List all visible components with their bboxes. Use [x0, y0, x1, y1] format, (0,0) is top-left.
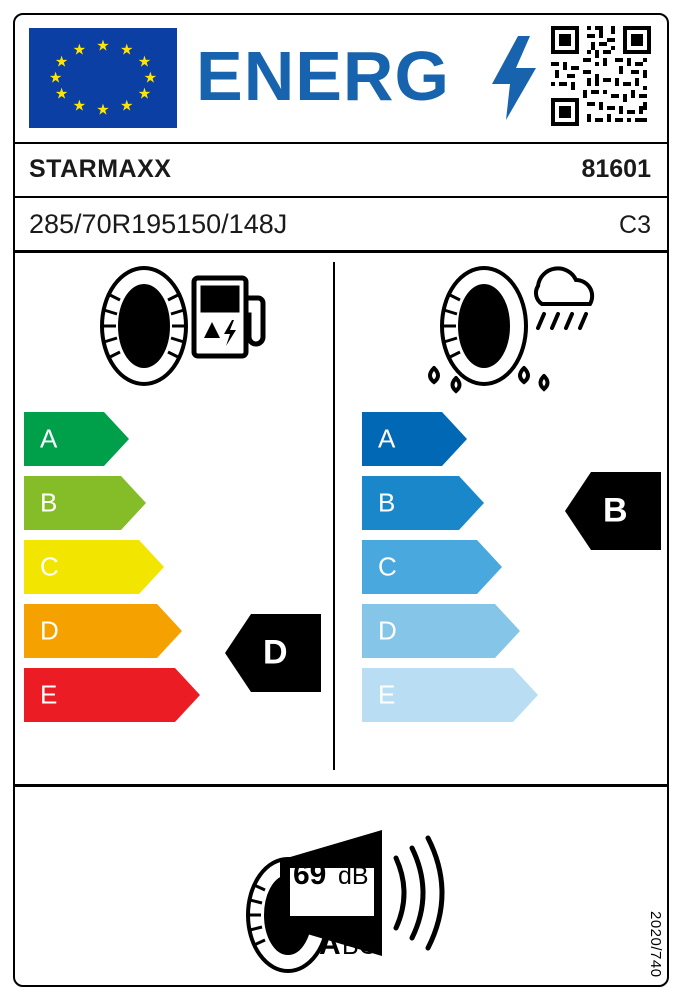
eu-flag-icon: ★ ★ ★ ★ ★ ★ ★ ★ ★ ★ ★ ★ [29, 28, 177, 128]
fuel-efficiency-result [225, 614, 321, 692]
grade-letter: C [378, 551, 397, 582]
lightning-bolt-icon [492, 36, 536, 120]
noise-value: 69 [293, 858, 327, 891]
grade-letter: D [40, 615, 59, 646]
fuel-efficiency-result-letter: D [263, 633, 288, 672]
grade-letter: A [378, 423, 396, 454]
grade-letter: D [378, 615, 397, 646]
grade-letter: B [40, 487, 58, 518]
rain-cloud-icon [412, 264, 607, 394]
divider-center [333, 262, 335, 770]
qr-code-icon [551, 26, 651, 126]
page-title: ENERG [196, 37, 450, 115]
tyre-dimension: 285/70R195150/148J [29, 209, 288, 239]
grade-letter: C [40, 551, 59, 582]
divider-brand [15, 196, 667, 198]
divider-top [15, 142, 667, 144]
wet-grip-result-letter: B [603, 491, 628, 530]
grade-letter: A [40, 423, 58, 454]
grade-letter: E [378, 679, 396, 710]
grade-letter: E [40, 679, 58, 710]
grade-letter: B [378, 487, 396, 518]
noise-unit: dB [338, 862, 369, 890]
regulation-reference: 2020/740 [647, 911, 664, 978]
tyre-class: C3 [619, 211, 651, 239]
wet-grip-result [565, 472, 661, 550]
fuel-pump-icon [86, 264, 266, 389]
noise-class-selected: A [319, 928, 341, 961]
brand-name: STARMAXX [29, 155, 172, 183]
divider-noise [15, 784, 667, 787]
divider-specs [15, 250, 667, 253]
article-number: 81601 [581, 155, 651, 183]
noise-class-rest: BC [342, 932, 377, 960]
